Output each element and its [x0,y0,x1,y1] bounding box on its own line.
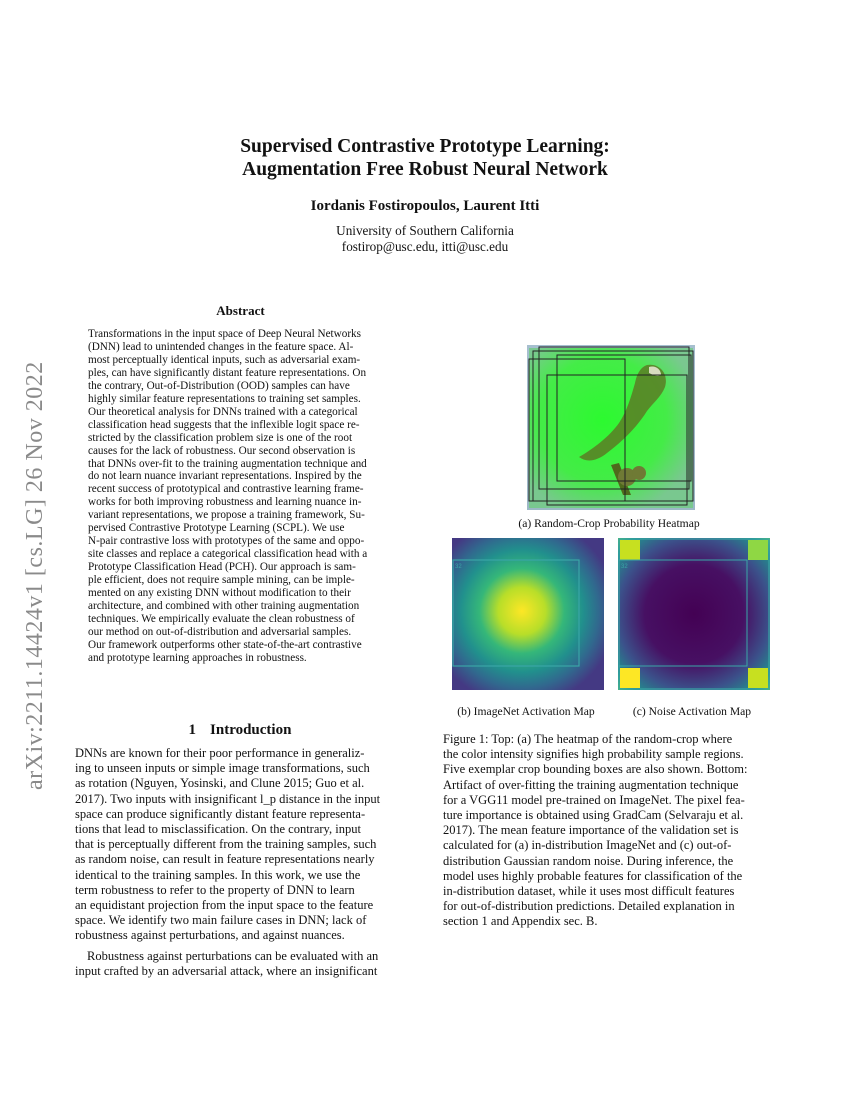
intro-line: as rotation (Nguyen, Yosinski, and Clune 2015; Guo et al. [75,776,365,791]
intro-line: DNNs are known for their poor performance in generaliz- [75,746,365,760]
imagenet-activation-map [452,538,604,690]
abstract-line: that DNNs over-fit to the training augmentation technique and [88,457,367,470]
abstract-line: causes for the lack of robustness. Our second observation is [88,444,356,457]
paper-title [0,135,850,181]
intro-line: space. We identify two main failure cases in DNN; lack of [75,913,367,928]
pine-cone [632,466,646,480]
caption-line: ture importance is obtained using GradCam (Selvaraju et al. [443,808,744,823]
abstract-line: the contrary, Out-of-Distribution (OOD) samples can have [88,379,350,392]
caption-line: the color intensity signifies high probability sample regions. [443,747,744,762]
abstract-line: classification head suggests that the inflexible logit space re- [88,418,360,431]
introduction-body [75,746,407,979]
abstract-line: site classes and replace a categorical classification head with a [88,548,368,561]
subcaption-c: (c) Noise Activation Map [632,705,752,718]
caption-line: for out-of-distribution predictions. Detailed explanation in [443,899,735,914]
abstract-line: techniques. We empirically evaluate the clean robustness of [88,612,355,625]
caption-line: model uses highly probable features for classification of the [443,868,743,883]
intro-line: tions that lead to misclassification. On the contrary, input [75,822,361,837]
intro-line: that is perceptually different from the training samples, such [75,837,377,852]
section-title: Introduction [210,722,292,738]
activation-heatmap [452,538,604,690]
abstract-line: stricted by the classification problem size is one of the root [88,431,353,444]
caption-line: distribution Gaussian random noise. During inference, the [443,853,734,868]
imagenet-activation-figure [452,538,604,690]
subcaption-a: (a) Random-Crop Probability Heatmap [518,517,700,530]
corner-hotspot [620,668,640,688]
map-tick-label: 32 [455,564,462,570]
intro-line: input crafted by an adversarial attack, where an insignificant [75,963,378,978]
caption-line: in-distribution dataset, while it uses most difficult features [443,884,735,899]
intro-line: identical to the training samples. In this work, we use the [75,867,361,882]
abstract-line: highly similar feature representations to training set samples. [88,392,361,405]
heatmap-green-overlay [529,348,693,508]
abstract-line: mented on any existing DNN without modification to their [88,587,351,600]
corner-hotspot [748,668,768,688]
figure-caption [443,732,775,930]
abstract-line: do not learn nuance invariant representations. Inspired by the [88,470,362,483]
abstract-line: pervised Contrastive Prototype Learning (SCPL). We use [88,522,345,535]
intro-line: ing to unseen inputs or simple image transformations, such [75,761,370,776]
abstract-line: Prototype Classification Head (PCH). Our approach is sam- [88,561,356,574]
abstract-line: and prototype learning approaches in robustness. [88,651,307,664]
authors: Iordanis Fostiropoulos, Laurent Itti [310,198,540,214]
abstract-body [88,328,393,665]
random-crop-heatmap-figure [527,345,695,510]
abstract-line: ple efficient, does not require sample mining, can be imple- [88,574,355,587]
caption-line: Five exemplar crop bounding boxes are also shown. Bottom: [443,762,748,777]
title-line-2: Augmentation Free Robust Neural Network [242,159,608,180]
intro-line: as random noise, can result in feature representations nearly [75,852,375,867]
abstract-line: (DNN) lead to unintended changes in the feature space. Al- [88,340,354,353]
random-crop-heatmap [527,345,695,510]
abstract-line: variant representations, we propose a training framework, Su- [88,509,365,522]
caption-line: for a VGG11 model pre-trained on ImageNet. The pixel fea- [443,792,745,807]
abstract-line: recent success of prototypical and contrastive learning frame- [88,483,364,496]
abstract-line: Transformations in the input space of Deep Neural Networks [88,328,361,340]
caption-line: calculated for (a) in-distribution ImageNet and (c) out-of- [443,838,732,853]
abstract-line: works for both improving robustness and learning nuance in- [88,496,362,509]
intro-line: an equidistant projection from the input space to the feature [75,898,374,913]
abstract-line: architecture, and combined with other training augmentation [88,600,360,613]
section-heading [75,722,405,739]
caption-line: Figure 1: Top: (a) The heatmap of the random-crop where [443,732,733,746]
subcaption-b: (b) ImageNet Activation Map [457,705,595,718]
corner-hotspot [620,540,640,560]
abstract-line: N-pair contrastive loss with prototypes of the same and oppo- [88,535,365,548]
intro-line: term robustness to refer to the property of DNN to learn [75,882,355,897]
caption-line: Artifact of over-fitting the training augmentation technique [443,777,739,792]
intro-line: robustness against perturbations, and against nuances. [75,928,345,943]
emails: fostirop@usc.edu, itti@usc.edu [341,239,509,254]
intro-line: 2017). Two inputs with insignificant l_p distance in the input [75,791,381,806]
abstract-line: most perceptually identical inputs, such as adversarial exam- [88,353,361,366]
abstract-line: our method on out-of-distribution and adversarial samples. [88,625,352,638]
affiliation: University of Southern California [336,223,514,238]
caption-line: 2017). The mean feature importance of the validation set is [443,823,739,838]
abstract-line: ples, can have significantly distant feature representations. On [88,366,367,379]
abstract-heading: Abstract [216,303,265,318]
intro-line: Robustness against perturbations can be evaluated with an [87,948,379,963]
noise-activation-figure [618,538,770,690]
caption-line: section 1 and Appendix sec. B. [443,914,598,929]
corner-hotspot [748,540,768,560]
abstract-line: Our framework outperforms other state-of-the-art contrastive [88,638,362,651]
abstract-line: Our theoretical analysis for DNNs trained with a categorical [88,405,358,418]
map-tick-label: 32 [621,564,628,570]
intro-line: space can produce significantly distant feature representa- [75,806,366,821]
arxiv-side-label: arXiv:2211.14424v1 [cs.LG] 26 Nov 2022 [22,361,48,790]
affiliation-block [0,223,850,255]
noise-activation-map [618,538,770,690]
title-line-1: Supervised Contrastive Prototype Learning: [240,136,610,157]
section-number: 1 [188,722,197,738]
